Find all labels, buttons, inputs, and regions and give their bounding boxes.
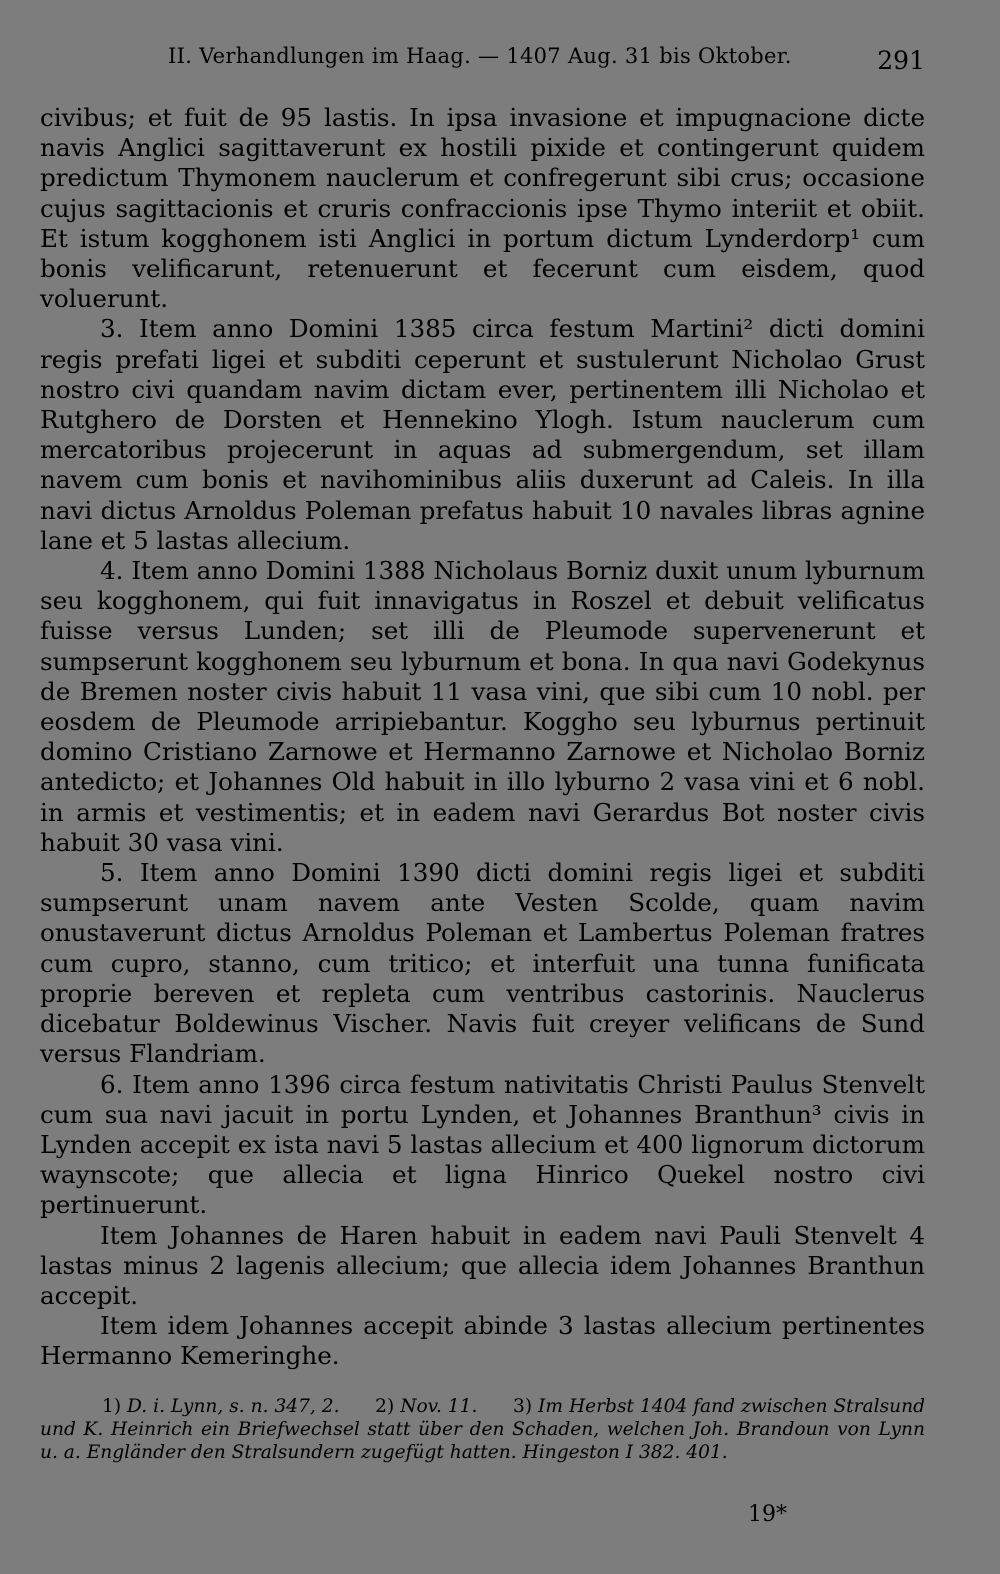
footnotes xyxy=(40,1395,925,1464)
paragraph-item-haren: Item Johannes de Haren habuit in eadem navi Pauli Stenvelt 4 lastas minus 2 lagenis allecium; que allecia idem Johannes Branthun accepit. xyxy=(40,1220,925,1310)
paragraph-item-kemeringhe: Item idem Johannes accepit abinde 3 lastas allecium pertinentes Hermanno Kemeringhe. xyxy=(40,1311,925,1371)
footnote-2-ref: 2) xyxy=(375,1396,395,1417)
paragraph-3: 3. Item anno Domini 1385 circa festum Martini² dicti domini regis prefati ligei et subditi ceperunt et sustulerunt Nicholao Grust nostro civi quandam navim dictam ever, pertinentem illi Nicholao et Rutghero de Dorsten et Hennekino Ylogh. Istum nauclerum cum mercatoribus projecerunt in aquas ad submergendum, set illam navem cum bonis et navihominibus aliis duxerunt ad Caleis. In illa navi dictus Arnoldus Poleman prefatus habuit 10 navales libras agnine lane et 5 lastas allecium. xyxy=(40,314,925,555)
paragraph-5: 5. Item anno Domini 1390 dicti domini regis ligei et subditi sumpserunt unam navem ante Vesten Scolde, quam navim onustaverunt dictus Arnoldus Poleman et Lambertus Poleman fratres cum cupro, stanno, cum tritico; et interfuit una tunna funificata proprie bereven et repleta cum ventribus castorinis. Nauclerus dicebatur Boldewinus Vischer. Navis fuit creyer velificans de Sund versus Flandriam. xyxy=(40,858,925,1069)
footnote-2-text: Nov. 11. xyxy=(400,1396,478,1417)
paragraph-4: 4. Item anno Domini 1388 Nicholaus Borniz duxit unum lyburnum seu kogghonem, qui fuit innavigatus in Roszel et debuit velificatus fuisse versus Lunden; set illi de Pleumode supervenerunt et sumpserunt kogghonem seu lyburnum et bona. In qua navi Godekynus de Bremen noster civis habuit 11 vasa vini, que sibi cum 10 nobl. per eosdem de Pleumode arripiebantur. Koggho seu lyburnus pertinuit domino Cristiano Zarnowe et Hermanno Zarnowe et Nicholao Borniz antedicto; et Johannes Old habuit in illo lyburno 2 vasa vini et 6 nobl. in armis et vestimentis; et in eadem navi Gerardus Bot noster civis habuit 30 vasa vini. xyxy=(40,556,925,857)
page-header xyxy=(40,38,925,78)
paragraph-6: 6. Item anno 1396 circa festum nativitatis Christi Paulus Stenvelt cum sua navi jacuit in portu Lynden, et Johannes Branthun³ civis in Lynden accepit ex ista navi 5 lastas allecium et 400 lignorum dictorum waynscote; que allecia et ligna Hinrico Quekel nostro civi pertinuerunt. xyxy=(40,1069,925,1220)
footnote-1-text: D. i. Lynn, s. n. 347, 2. xyxy=(127,1396,340,1417)
page-number: 291 xyxy=(877,46,925,75)
footnote-3-text: Im Herbst 1404 fand zwischen Stralsund und K. Heinrich ein Briefwechsel statt über den Schaden, welchen Joh. Brandoun von Lynn u. a. Engländer den Stralsundern zugefügt hatten. Hingeston I 382. 401. xyxy=(40,1396,925,1463)
main-text xyxy=(40,103,925,1372)
footnote-1-ref: 1) xyxy=(102,1396,122,1417)
paragraph-continuation: civibus; et fuit de 95 lastis. In ipsa invasione et impugnacione dicte navis Anglici sagittaverunt ex hostili pixide et contingerunt quidem predictum Thymonem nauclerum et confregerunt sibi crus; occasione cujus sagittacionis et cruris confraccionis ipse Thymo interiit et obiit. Et istum kogghonem isti Anglici in portum dictum Lynderdorp¹ cum bonis velificarunt, retenuerunt et fecerunt cum eisdem, quod voluerunt. xyxy=(40,103,925,314)
footnote-3-ref: 3) xyxy=(513,1396,533,1417)
signature-mark: 19* xyxy=(748,1502,787,1527)
running-head: II. Verhandlungen im Haag. — 1407 Aug. 31 bis Oktober. xyxy=(168,44,792,68)
